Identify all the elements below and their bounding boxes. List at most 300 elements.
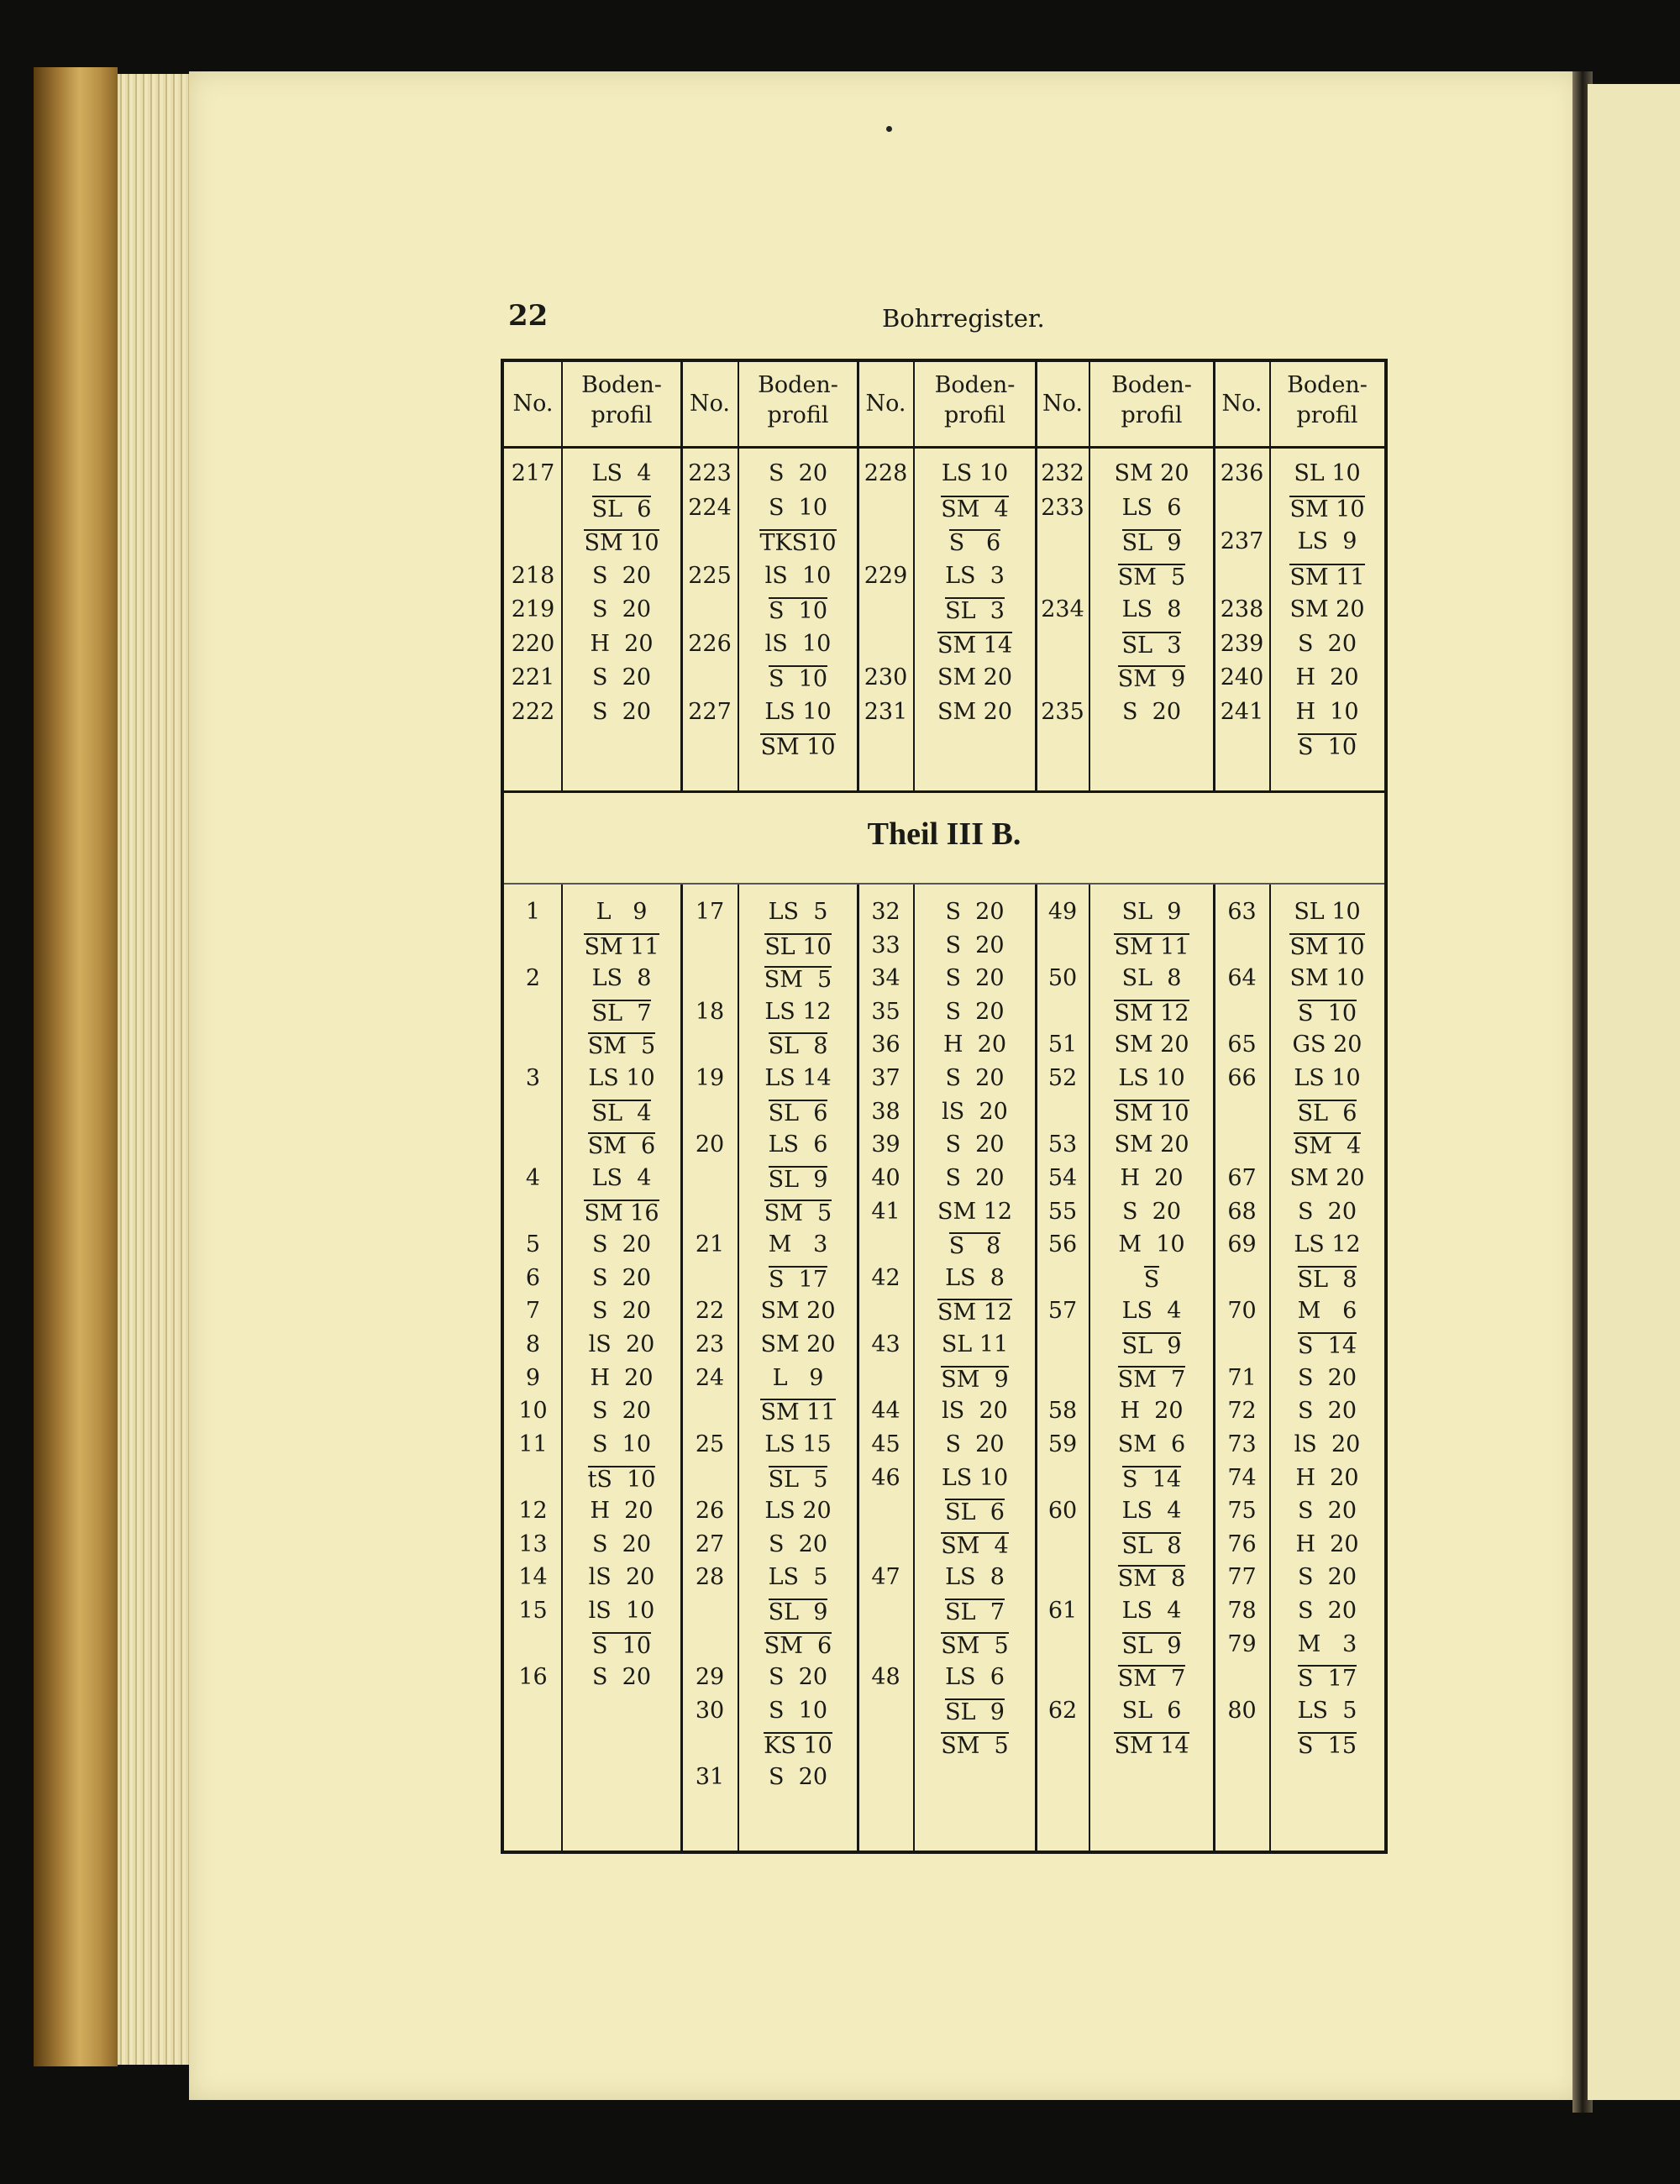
profile-layer-text: LS 10 <box>941 460 1009 486</box>
profile-layer <box>738 1132 858 1158</box>
profile-layer-text: SM 20 <box>937 698 1013 725</box>
entry-number: 234 <box>1041 596 1084 622</box>
profile-layer <box>914 1332 1036 1357</box>
profile-layer <box>1270 733 1384 760</box>
profile-layer <box>562 529 681 556</box>
profile-layer <box>562 1565 681 1590</box>
row-rule <box>504 883 1384 885</box>
profile-layer-overlined: SM 10 <box>1114 1100 1189 1126</box>
profile-layer <box>1089 564 1214 591</box>
profile-layer <box>1270 1132 1384 1159</box>
profile-layer-text: S 20 <box>1297 1398 1357 1425</box>
profile-layer <box>1270 700 1384 725</box>
profile-layer <box>1270 1066 1384 1091</box>
entry-number: 59 <box>1047 1431 1078 1457</box>
entry-number: 44 <box>871 1398 900 1425</box>
profile-layer <box>914 1266 1036 1291</box>
entry-number: 3 <box>525 1065 541 1092</box>
profile-layer-text: SL 11 <box>941 1331 1009 1358</box>
profile-layer-text: LS 9 <box>1297 528 1357 554</box>
profile-layer-text: S 20 <box>1297 1498 1357 1525</box>
profile-layer-text: SL 9 <box>1121 899 1182 925</box>
profile-layer-text: S 20 <box>945 965 1005 992</box>
profile-layer-overlined: SM 5 <box>764 967 832 994</box>
profile-layer-overlined: SM 11 <box>760 1399 836 1426</box>
profile-layer-text: LS 10 <box>1118 1065 1185 1092</box>
profile-layer-text: S 10 <box>768 1697 828 1724</box>
entry-number: 238 <box>1220 596 1264 622</box>
entry-number: 2 <box>525 965 541 992</box>
entry-number: 62 <box>1047 1697 1078 1724</box>
header-boden-line: Boden- <box>758 372 838 398</box>
profile-layer <box>1089 1565 1214 1592</box>
profile-layer-overlined: SM 6 <box>764 1632 832 1659</box>
profile-layer <box>1270 1632 1384 1657</box>
profile-layer-text: LS 20 <box>764 1498 832 1525</box>
profile-layer-overlined: SM 9 <box>941 1366 1009 1393</box>
profile-layer-text: LS 8 <box>945 1564 1005 1591</box>
entry-number: 21 <box>695 1231 725 1258</box>
profile-layer-text: S 20 <box>1121 698 1182 725</box>
entry-number: 45 <box>871 1431 900 1457</box>
profile-layer <box>738 1366 858 1391</box>
entry-number: 57 <box>1047 1298 1078 1325</box>
profile-layer-overlined: KS 10 <box>764 1732 832 1759</box>
profile-layer-text: SL 10 <box>1294 460 1361 486</box>
profile-layer <box>1270 1532 1384 1557</box>
profile-layer <box>1270 564 1384 591</box>
profile-layer-overlined: SL 4 <box>591 1100 652 1126</box>
profile-layer-overlined: SL 10 <box>764 933 832 960</box>
entry-number: 227 <box>688 698 732 725</box>
profile-layer-text: H 20 <box>1295 1464 1359 1491</box>
profile-layer <box>1089 1266 1214 1293</box>
profile-layer-text: LS 6 <box>1121 494 1182 521</box>
entry-number: 224 <box>688 494 732 521</box>
profile-layer <box>914 1032 1036 1058</box>
entry-number: 23 <box>695 1331 725 1358</box>
profile-layer <box>562 564 681 589</box>
profile-layer <box>914 1432 1036 1457</box>
entry-number: 65 <box>1227 1032 1257 1058</box>
profile-layer <box>738 1000 858 1025</box>
profile-layer-text: S 20 <box>945 932 1005 958</box>
profile-layer <box>1270 1266 1384 1293</box>
profile-layer-text: H 20 <box>1120 1398 1184 1425</box>
profile-layer-overlined: S 10 <box>768 666 828 692</box>
entry-number: 35 <box>871 998 900 1025</box>
entry-number: 218 <box>511 562 555 589</box>
header-profil-line: profil <box>591 402 653 428</box>
entry-number: 5 <box>525 1231 541 1258</box>
entry-number: 31 <box>695 1764 725 1791</box>
profile-layer-text: S 10 <box>768 494 828 521</box>
entry-number: 19 <box>695 1065 725 1092</box>
entry-number: 41 <box>871 1198 900 1225</box>
profile-layer-overlined: SL 3 <box>1121 632 1182 659</box>
profile-layer <box>562 966 681 991</box>
profile-layer-text: SL 6 <box>1121 1697 1182 1724</box>
profile-layer-text: S 20 <box>945 1065 1005 1092</box>
profile-layer <box>562 1499 681 1524</box>
profile-layer <box>1089 1366 1214 1393</box>
entry-number: 75 <box>1227 1498 1257 1525</box>
entry-number: 69 <box>1227 1231 1257 1258</box>
entry-number: 74 <box>1227 1464 1257 1491</box>
profile-layer <box>738 1100 858 1126</box>
entry-number: 220 <box>511 630 555 657</box>
header-bodenprofil <box>1270 370 1384 431</box>
profile-layer <box>1270 1665 1384 1692</box>
profile-layer-text: S 20 <box>591 596 652 622</box>
profile-layer-overlined: SM 14 <box>1114 1732 1189 1759</box>
profile-layer-text: H 20 <box>1295 664 1359 690</box>
entry-number: 30 <box>695 1697 725 1724</box>
entry-number: 36 <box>871 1032 900 1058</box>
profile-layer <box>1270 1466 1384 1491</box>
entry-number: 233 <box>1041 494 1084 521</box>
profile-layer <box>562 665 681 690</box>
profile-layer-overlined: SM 5 <box>941 1732 1009 1759</box>
profile-layer-overlined: SL 9 <box>945 1698 1005 1725</box>
profile-layer-overlined: S 14 <box>1121 1466 1182 1493</box>
profile-layer <box>1270 632 1384 657</box>
profile-layer <box>914 1066 1036 1091</box>
page-number: 22 <box>508 299 549 333</box>
header-no: No. <box>1221 391 1263 417</box>
profile-layer <box>738 700 858 725</box>
profile-layer-overlined: SM 5 <box>941 1632 1009 1659</box>
entry-number: 39 <box>871 1131 900 1158</box>
profile-layer <box>738 1466 858 1493</box>
entry-number: 1 <box>525 899 541 925</box>
profile-layer-overlined: S <box>1143 1266 1160 1293</box>
profile-layer-text: S 20 <box>1297 630 1357 657</box>
entry-number: 67 <box>1227 1164 1257 1191</box>
profile-layer-overlined: SM 6 <box>587 1133 656 1160</box>
profile-layer <box>914 1166 1036 1191</box>
profile-layer <box>1270 496 1384 522</box>
entry-number: 66 <box>1227 1065 1257 1092</box>
header-boden-line: Boden- <box>1111 372 1192 398</box>
profile-layer <box>562 1665 681 1690</box>
profile-layer <box>562 933 681 960</box>
profile-layer-overlined: tS 10 <box>587 1466 656 1493</box>
profile-layer-text: LS 5 <box>768 899 828 925</box>
profile-layer <box>914 1632 1036 1659</box>
header-bodenprofil <box>738 370 858 431</box>
profile-layer-text: S 20 <box>1297 1198 1357 1225</box>
profile-layer <box>1089 1100 1214 1126</box>
profile-layer-text: H 20 <box>1295 1530 1359 1557</box>
profile-layer-text: lS 20 <box>588 1564 655 1591</box>
profile-layer <box>738 665 858 692</box>
profile-layer <box>914 1565 1036 1590</box>
entry-number: 221 <box>511 664 555 690</box>
profile-layer-overlined: SM 16 <box>584 1200 659 1226</box>
profile-layer-text: S 20 <box>591 1231 652 1258</box>
profile-layer <box>738 1698 858 1724</box>
profile-layer-text: S 20 <box>768 1530 828 1557</box>
profile-layer <box>1089 496 1214 521</box>
profile-layer <box>914 1732 1036 1759</box>
profile-layer <box>738 1032 858 1059</box>
profile-layer <box>738 1232 858 1257</box>
profile-layer <box>1089 1698 1214 1724</box>
profile-layer-text: S 20 <box>1121 1198 1182 1225</box>
entry-number: 7 <box>525 1298 541 1325</box>
profile-layer-text: LS 12 <box>764 998 832 1025</box>
profile-layer <box>1270 1698 1384 1724</box>
profile-layer <box>914 632 1036 659</box>
profile-layer-overlined: SL 9 <box>768 1599 828 1626</box>
profile-layer-overlined: S 17 <box>768 1266 828 1293</box>
profile-layer-text: L 9 <box>596 899 648 925</box>
profile-layer-text: S 20 <box>768 460 828 486</box>
profile-layer <box>738 1665 858 1690</box>
profile-layer-text: S 20 <box>591 698 652 725</box>
entry-number: 77 <box>1227 1564 1257 1591</box>
profile-layer-text: SM 12 <box>937 1198 1013 1225</box>
profile-layer <box>738 1166 858 1193</box>
profile-layer <box>1270 1299 1384 1324</box>
entry-number: 17 <box>695 899 725 925</box>
profile-layer <box>738 597 858 624</box>
entry-number: 56 <box>1047 1231 1078 1258</box>
entry-number: 4 <box>525 1164 541 1191</box>
facing-page <box>1588 84 1680 2100</box>
profile-layer <box>1089 1132 1214 1158</box>
profile-layer <box>1270 1565 1384 1590</box>
entry-number: 12 <box>518 1498 548 1525</box>
section-title: Theil III B. <box>867 816 1021 852</box>
profile-layer-overlined: SL 6 <box>591 496 652 522</box>
profile-layer-text: lS 10 <box>764 630 832 657</box>
entry-number: 80 <box>1227 1697 1257 1724</box>
profile-layer <box>1089 700 1214 725</box>
entry-number: 38 <box>871 1098 900 1125</box>
profile-layer-text: SL 10 <box>1294 899 1361 925</box>
profile-layer-text: SM 20 <box>1114 1032 1189 1058</box>
profile-layer <box>562 1032 681 1059</box>
entry-number: 37 <box>871 1065 900 1092</box>
profile-layer <box>738 1499 858 1524</box>
profile-layer <box>1270 597 1384 622</box>
profile-layer <box>914 933 1036 958</box>
profile-layer <box>1089 1432 1214 1457</box>
profile-layer-text: L 9 <box>772 1364 824 1391</box>
entry-number: 229 <box>864 562 908 589</box>
profile-layer-text: H 20 <box>1120 1164 1184 1191</box>
profile-layer <box>914 1299 1036 1326</box>
profile-layer <box>738 1332 858 1357</box>
profile-layer <box>562 1332 681 1357</box>
header-no: No. <box>865 391 906 417</box>
profile-layer <box>1270 1499 1384 1524</box>
running-head: Bohrregister. <box>882 304 1045 333</box>
profile-layer-text: LS 14 <box>764 1065 832 1092</box>
row-rule <box>504 790 1384 793</box>
entry-number: 33 <box>871 932 900 958</box>
profile-layer-text: SM 20 <box>937 664 1013 690</box>
entry-number: 52 <box>1047 1065 1078 1092</box>
profile-layer-overlined: S 14 <box>1297 1333 1357 1360</box>
profile-layer-text: LS 4 <box>591 1164 652 1191</box>
profile-layer <box>1089 933 1214 960</box>
profile-layer <box>738 1732 858 1759</box>
profile-layer-text: S 20 <box>1297 1564 1357 1591</box>
profile-layer <box>914 1532 1036 1559</box>
profile-layer <box>914 461 1036 486</box>
profile-layer <box>1089 1200 1214 1225</box>
profile-layer <box>562 1266 681 1291</box>
profile-layer <box>914 1399 1036 1424</box>
header-no: No. <box>690 391 730 417</box>
profile-layer <box>738 1266 858 1293</box>
profile-layer-text: LS 8 <box>591 965 652 992</box>
profile-layer <box>738 1299 858 1324</box>
profile-layer <box>738 1632 858 1659</box>
profile-layer <box>1270 1432 1384 1457</box>
entry-number: 63 <box>1227 899 1257 925</box>
profile-layer-text: S 20 <box>768 1764 828 1791</box>
profile-layer <box>1089 461 1214 486</box>
profile-layer <box>914 1499 1036 1525</box>
profile-layer-overlined: SL 6 <box>768 1100 828 1126</box>
profile-layer <box>914 1100 1036 1125</box>
profile-layer-overlined: SL 7 <box>945 1599 1005 1626</box>
header-profil-line: profil <box>767 402 829 428</box>
profile-layer-text: LS 10 <box>764 698 832 725</box>
profile-layer-text: S 20 <box>945 1431 1005 1457</box>
profile-layer-text: S 20 <box>591 1530 652 1557</box>
header-boden-line: Boden- <box>581 372 662 398</box>
entry-number: 40 <box>871 1164 900 1191</box>
profile-layer-overlined: SL 9 <box>1121 1632 1182 1659</box>
profile-layer <box>562 1432 681 1457</box>
profile-layer <box>1089 1466 1214 1493</box>
profile-layer <box>562 1599 681 1624</box>
profile-layer-text: SM 20 <box>1114 1131 1189 1158</box>
profile-layer <box>738 496 858 521</box>
profile-layer <box>738 933 858 960</box>
profile-layer <box>562 1232 681 1257</box>
entry-number: 16 <box>518 1664 548 1691</box>
profile-layer <box>1089 597 1214 622</box>
profile-layer-text: lS 20 <box>942 1098 1008 1125</box>
profile-layer-text: LS 12 <box>1294 1231 1361 1258</box>
profile-layer <box>562 900 681 925</box>
profile-layer <box>1270 1100 1384 1126</box>
profile-layer <box>1270 1332 1384 1359</box>
profile-layer-overlined: SM 10 <box>1289 496 1365 522</box>
profile-layer-overlined: S 6 <box>948 530 1001 556</box>
profile-layer-text: S 20 <box>591 1664 652 1691</box>
profile-layer-overlined: SM 10 <box>760 734 836 760</box>
profile-layer-overlined: SL 9 <box>1121 1333 1182 1360</box>
entry-number: 226 <box>688 630 732 657</box>
header-bodenprofil <box>562 370 681 431</box>
entry-number: 54 <box>1047 1164 1078 1191</box>
profile-layer <box>562 1200 681 1226</box>
profile-layer <box>562 597 681 622</box>
profile-layer-text: lS 10 <box>588 1598 655 1625</box>
entry-number: 60 <box>1047 1498 1078 1525</box>
profile-layer <box>1089 1499 1214 1524</box>
entry-number: 48 <box>871 1664 900 1691</box>
profile-layer <box>562 1100 681 1126</box>
profile-layer <box>914 700 1036 725</box>
entry-number: 232 <box>1041 460 1084 486</box>
profile-layer-overlined: SL 8 <box>1121 1532 1182 1559</box>
profile-layer-overlined: SL 9 <box>768 1166 828 1193</box>
profile-layer <box>562 1366 681 1391</box>
entry-number: 42 <box>871 1264 900 1291</box>
profile-layer <box>914 1232 1036 1259</box>
profile-layer <box>1270 1166 1384 1191</box>
profile-layer-text: H 20 <box>590 1364 654 1391</box>
entry-number: 239 <box>1220 630 1264 657</box>
profile-layer-overlined: SM 11 <box>1289 564 1365 591</box>
entry-number: 76 <box>1227 1530 1257 1557</box>
profile-layer-text: H 20 <box>590 630 654 657</box>
profile-layer <box>1089 1665 1214 1692</box>
profile-layer-text: LS 10 <box>588 1065 655 1092</box>
profile-layer <box>1270 900 1384 925</box>
profile-layer-overlined: SM 4 <box>941 496 1009 522</box>
entry-number: 236 <box>1220 460 1264 486</box>
profile-layer-text: LS 10 <box>941 1464 1009 1491</box>
profile-layer <box>914 1132 1036 1158</box>
ink-speck <box>886 126 892 132</box>
profile-layer-text: S 20 <box>768 1664 828 1691</box>
profile-layer-overlined: SM 9 <box>1117 666 1186 692</box>
profile-layer-overlined: SL 5 <box>768 1466 828 1493</box>
profile-layer-text: LS 5 <box>1297 1697 1357 1724</box>
profile-layer <box>562 1166 681 1191</box>
profile-layer <box>1089 1532 1214 1559</box>
header-bodenprofil <box>914 370 1036 431</box>
profile-layer <box>1089 1232 1214 1257</box>
profile-layer-text: LS 4 <box>1121 1298 1182 1325</box>
entry-number: 240 <box>1220 664 1264 690</box>
profile-layer <box>1089 1032 1214 1058</box>
profile-layer-text: LS 5 <box>768 1564 828 1591</box>
entry-number: 79 <box>1227 1630 1257 1657</box>
profile-layer-text: lS 20 <box>588 1331 655 1358</box>
entry-number: 223 <box>688 460 732 486</box>
entry-number: 29 <box>695 1664 725 1691</box>
profile-layer <box>914 564 1036 589</box>
entry-number: 32 <box>871 899 900 925</box>
header-profil-line: profil <box>1121 402 1183 428</box>
profile-layer <box>562 632 681 657</box>
entry-number: 73 <box>1227 1431 1257 1457</box>
profile-layer <box>738 564 858 589</box>
profile-layer-text: lS 20 <box>942 1398 1008 1425</box>
profile-layer-text: SM 20 <box>1114 460 1189 486</box>
profile-layer-overlined: SL 8 <box>768 1033 828 1060</box>
profile-layer <box>914 665 1036 690</box>
entry-number: 230 <box>864 664 908 690</box>
profile-layer <box>738 1565 858 1590</box>
profile-layer-overlined: SM 4 <box>941 1532 1009 1559</box>
profile-layer-text: SL 8 <box>1121 965 1182 992</box>
entry-number: 72 <box>1227 1398 1257 1425</box>
entry-number: 237 <box>1220 528 1264 554</box>
profile-layer <box>562 461 681 486</box>
book-spine <box>34 67 118 2066</box>
